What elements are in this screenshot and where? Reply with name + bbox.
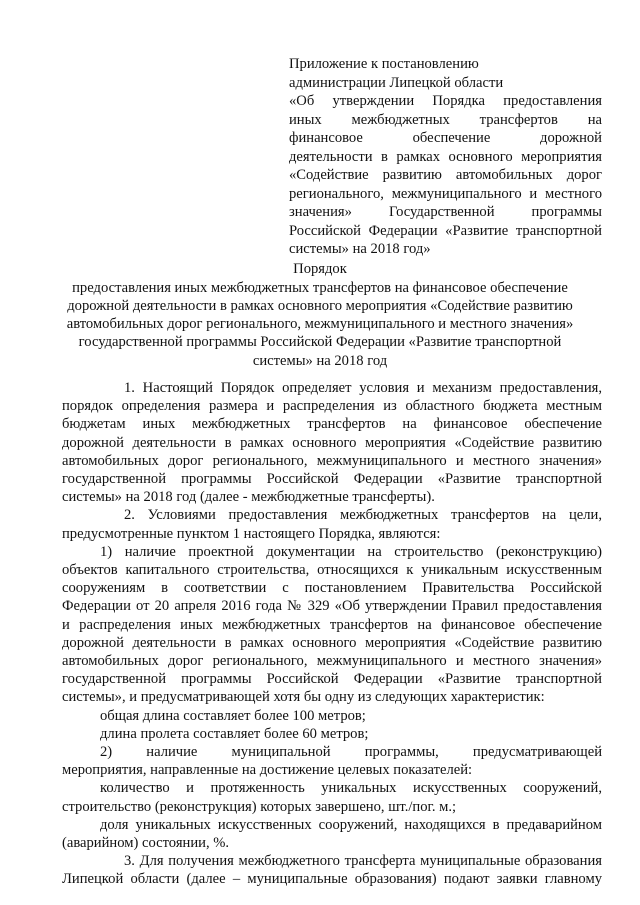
indicator-line: строительство (реконструкция) которых завершено, шт./пог. м.;	[62, 798, 457, 815]
paragraph-1-line: 1. Настоящий Порядок определяет условия и механизм предоставления,	[124, 380, 602, 396]
appendix-line: системы» на 2018 год»	[289, 241, 431, 257]
paragraph-2-line: 2. Условиями предоставления межбюджетных трансфертов на цели,	[124, 507, 602, 524]
appendix-line: регионального, межмуниципального и местного	[289, 185, 602, 202]
appendix-line: значения» Государственной программы	[289, 204, 602, 220]
document-body	[62, 379, 602, 889]
item-2-line: 2) наличие муниципальной программы, предусматривающей	[100, 744, 602, 761]
item-1-line: Федерации от 20 апреля 2016 года № 329 «Об утверждении Правил предоставления	[62, 598, 602, 615]
paragraph-2-line: предусмотренные пунктом 1 настоящего Порядка, являются:	[62, 525, 441, 542]
title-line: системы» на 2018 год	[252, 352, 388, 369]
title-line: государственной программы Российской Федерации «Развитие транспортной	[78, 334, 562, 351]
paragraph-1-line: автомобильных дорог регионального, межмуниципального и местного значения»	[62, 452, 602, 469]
item-1-line: сооружениям в соответствии с постановлением Правительства Российской	[62, 580, 602, 597]
appendix-line: финансовое обеспечение дорожной	[289, 130, 602, 146]
item-2-line: мероприятия, направленные на достижение целевых показателей:	[62, 762, 473, 779]
appendix-line: администрации Липецкой области	[289, 74, 504, 91]
characteristic-line: длина пролета составляет более 60 метров;	[100, 725, 369, 742]
title-line: автомобильных дорог регионального, межмуниципального и местного значения»	[66, 316, 574, 333]
paragraph-1-line: системы» на 2018 год (далее - межбюджетные трансферты).	[62, 489, 435, 506]
title-heading: Порядок	[293, 261, 347, 277]
appendix-line: Российской Федерации «Развитие транспортной	[289, 222, 602, 239]
item-1-line: государственной программы Российской Федерации «Развитие транспортной	[62, 671, 602, 688]
paragraph-3-line: 3. Для получения межбюджетного трансферта муниципальные образования	[124, 853, 602, 870]
item-1-line: объектов капитального строительства, относящихся к уникальным искусственным	[62, 562, 602, 579]
item-1-line: системы», и предусматривающей хотя бы одну из следующих характеристик:	[62, 689, 545, 706]
item-1-line: и распределения иных межбюджетных трансфертов на финансовое обеспечение	[62, 616, 602, 633]
item-1-line: дорожной деятельности в рамках основного мероприятия «Содействие развитию	[62, 634, 602, 651]
appendix-line: иных межбюджетных трансфертов на	[289, 111, 602, 128]
paragraph-3-line: Липецкой области (далее – муниципальные образования) подают заявки главному	[62, 871, 602, 888]
paragraph-1-line: государственной программы Российской Федерации «Развитие транспортной	[62, 471, 602, 488]
appendix-line: «Об утверждении Порядка предоставления	[289, 93, 602, 109]
document-title	[50, 260, 590, 370]
appendix-line: деятельности в рамках основного мероприятия	[289, 148, 602, 165]
appendix-line: «Содействие развитию автомобильных дорог	[289, 167, 602, 183]
paragraph-1-line: дорожной деятельности в рамках основного мероприятия «Содействие развитию	[62, 434, 602, 451]
item-1-line: 1) наличие проектной документации на строительство (реконструкцию)	[100, 543, 602, 560]
title-line: дорожной деятельности в рамках основного мероприятия «Содействие развитию	[67, 297, 573, 314]
indicator-line: (аварийном) состоянии, %.	[62, 835, 230, 852]
paragraph-1-line: порядок определения размера и распределения из областного бюджета местным	[62, 398, 602, 415]
title-line: предоставления иных межбюджетных трансфертов на финансовое обеспечение	[72, 279, 568, 296]
characteristic-line: общая длина составляет более 100 метров;	[100, 707, 366, 724]
appendix-line: Приложение к постановлению	[289, 56, 479, 72]
indicator-line: количество и протяженность уникальных искусственных сооружений,	[100, 780, 602, 797]
item-1-line: автомобильных дорог регионального, межмуниципального и местного значения»	[62, 653, 602, 670]
indicator-line: доля уникальных искусственных сооружений, находящихся в предаварийном	[100, 816, 602, 833]
appendix-block	[289, 55, 602, 259]
paragraph-1-line: бюджетам иных межбюджетных трансфертов на финансовое обеспечение	[62, 416, 602, 433]
